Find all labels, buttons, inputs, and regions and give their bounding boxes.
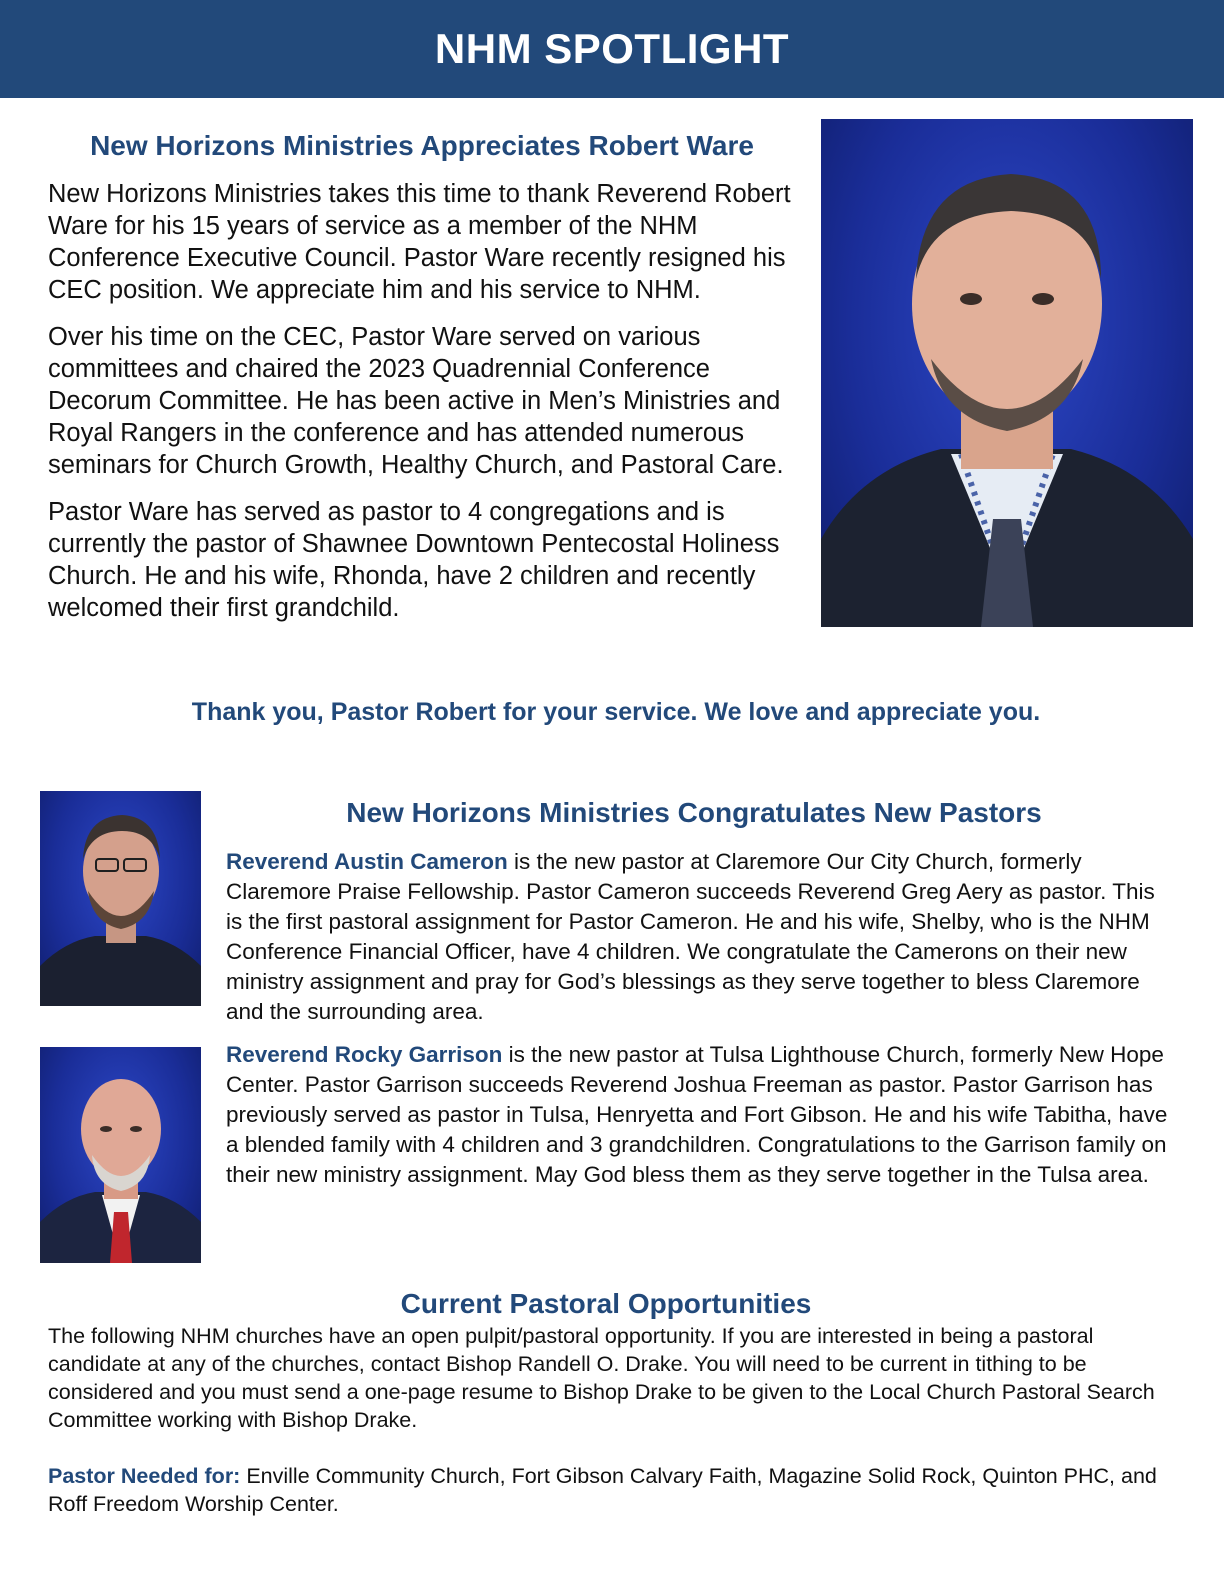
rocky-garrison-bio [226, 1040, 1176, 1190]
appreciation-paragraph-3: Pastor Ware has served as pastor to 4 congregations and is currently the pastor of Shawnee Downtown Pentecostal Holiness Church. He and his wife, Rhonda, have 2 children and recently welcomed their first grandchild. [48, 498, 780, 622]
pastor-needed-label: Pastor Needed for: [48, 1464, 241, 1488]
banner-title: NHM SPOTLIGHT [434, 25, 790, 72]
pastor-needed-churches: Enville Community Church, Fort Gibson Calvary Faith, Magazine Solid Rock, Quinton PHC, and Roff Freedom Worship Center. [48, 1464, 1157, 1516]
portrait-illustration [40, 791, 201, 1006]
portrait-illustration [821, 119, 1193, 627]
spotlight-banner [0, 0, 1224, 98]
rocky-garrison-photo [40, 1047, 201, 1263]
pastor-description: is the new pastor at Tulsa Lighthouse Church, formerly New Hope Center. Pastor Garrison succeeds Reverend Joshua Freeman as pastor. Pastor Garrison has previously served as pastor in Tulsa, Henryetta and Fort Gibson. He and his wife Tabitha, have a blended family with 4 children and 3 grandchildren. Congratulations to the Garrison family on their new ministry assignment. May God bless them as they serve together in the Tulsa area. [226, 1042, 1168, 1187]
pastor-name: Reverend Austin Cameron [226, 849, 508, 874]
pastor-description: is the new pastor at Claremore Our City Church, formerly Claremore Praise Fellowship. Pastor Cameron succeeds Reverend Greg Aery as pastor. This is the first pastoral assignment for Pastor Cameron. He and his wife, Shelby, who is the NHM Conference Financial Officer, have 4 children. We congratulate the Camerons on their new ministry assignment and pray for God’s blessings as they serve together to bless Claremore and the surrounding area. [226, 849, 1155, 1024]
pastor-needed-list [48, 1462, 1178, 1518]
austin-cameron-bio [226, 847, 1176, 1027]
appreciation-paragraph-2: Over his time on the CEC, Pastor Ware served on various committees and chaired the 2023 Quadrennial Conference Decorum Committee. He has been active in Men’s Ministries and Royal Rangers in the conference and has attended numerous seminars for Church Growth, Healthy Church, and Pastoral Care. [48, 323, 784, 479]
new-pastors-title: New Horizons Ministries Congratulates New Pastors [346, 797, 1042, 828]
thank-you-message: Thank you, Pastor Robert for your service. We love and appreciate you. [191, 698, 1041, 726]
opportunities-title: Current Pastoral Opportunities [400, 1288, 812, 1319]
opportunities-body: The following NHM churches have an open pulpit/pastoral opportunity. If you are interested in being a pastoral candidate at any of the churches, contact Bishop Randell O. Drake. You will need to be current in tithing to be considered and you must send a one-page resume to Bishop Drake to be given to the Local Church Pastoral Search Committee working with Bishop Drake. [48, 1324, 1155, 1432]
appreciation-paragraph-1: New Horizons Ministries takes this time to thank Reverend Robert Ware for his 15 years of service as a member of the NHM Conference Executive Council. Pastor Ware recently resigned his CEC position. We appreciate him and his service to NHM. [48, 180, 791, 304]
pastor-name: Reverend Rocky Garrison [226, 1042, 503, 1067]
appreciation-body [48, 178, 808, 639]
appreciation-title: New Horizons Ministries Appreciates Robert Ware [90, 130, 754, 161]
austin-cameron-photo [40, 791, 201, 1006]
robert-ware-photo [821, 119, 1193, 627]
portrait-illustration [40, 1047, 201, 1263]
